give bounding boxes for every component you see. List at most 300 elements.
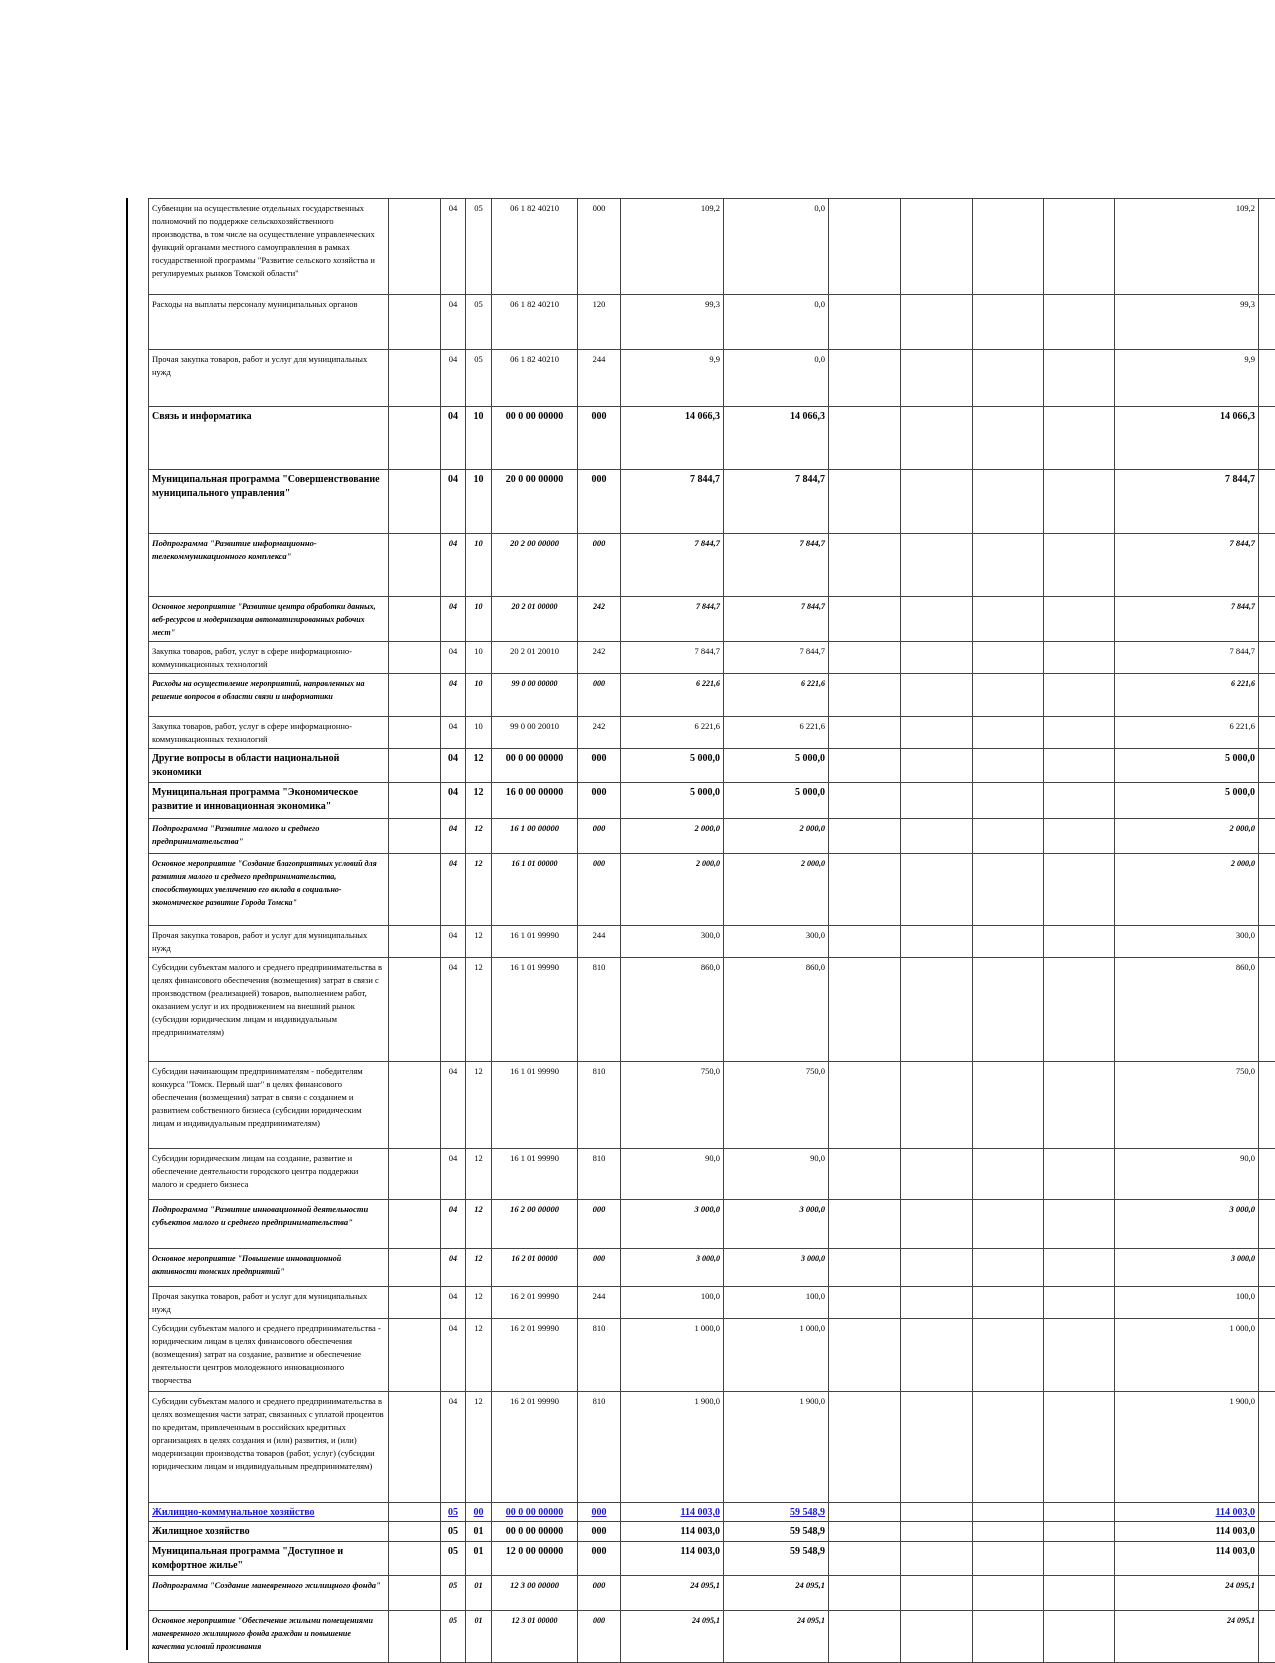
empty-cell bbox=[389, 1542, 441, 1576]
row-name: Другие вопросы в области национальной экономики bbox=[149, 749, 389, 783]
row-pr: 00 bbox=[466, 1503, 492, 1522]
row-name: Закупка товаров, работ, услуг в сфере информационно-коммуникационных технологий bbox=[149, 642, 389, 674]
empty-cell bbox=[1044, 534, 1115, 597]
empty-cell bbox=[829, 1522, 901, 1542]
empty-cell bbox=[829, 1200, 901, 1249]
row-csr: 16 1 01 99990 bbox=[492, 1062, 578, 1149]
row-rz: 04 bbox=[441, 854, 466, 926]
empty-cell bbox=[829, 1611, 901, 1663]
row-value-1: 6 221,6 bbox=[621, 717, 724, 749]
empty-cell bbox=[1259, 1287, 1275, 1319]
row-value-2: 7 844,7 bbox=[724, 642, 829, 674]
row-value-1: 14 066,3 bbox=[621, 407, 724, 470]
row-csr: 16 2 01 99990 bbox=[492, 1287, 578, 1319]
row-csr: 16 2 01 99990 bbox=[492, 1319, 578, 1392]
row-value-1: 5 000,0 bbox=[621, 749, 724, 783]
row-value-3: 90,0 bbox=[1115, 1149, 1259, 1200]
row-value-3: 2 000,0 bbox=[1115, 819, 1259, 854]
empty-cell bbox=[829, 1062, 901, 1149]
row-value-3: 300,0 bbox=[1115, 926, 1259, 958]
empty-cell bbox=[901, 1149, 973, 1200]
empty-cell bbox=[973, 407, 1044, 470]
table-row bbox=[149, 819, 1275, 854]
row-name: Прочая закупка товаров, работ и услуг для муниципальных нужд bbox=[149, 926, 389, 958]
empty-cell bbox=[901, 534, 973, 597]
empty-cell bbox=[389, 1249, 441, 1287]
empty-cell bbox=[1259, 1249, 1275, 1287]
table-row bbox=[149, 783, 1275, 819]
row-value-1: 860,0 bbox=[621, 958, 724, 1062]
empty-cell bbox=[1044, 1542, 1115, 1576]
row-name: Субсидии субъектам малого и среднего предпринимательства - юридическим лицам в целях финансового обеспечения (возмещения) затрат на создание, развитие и обеспечение деятельности центров молодежного инновационного творчества bbox=[149, 1319, 389, 1392]
table-row bbox=[149, 1522, 1275, 1542]
empty-cell bbox=[901, 295, 973, 350]
empty-cell bbox=[829, 1542, 901, 1576]
row-name: Субсидии субъектам малого и среднего предпринимательства в целях финансового обеспечения (возмещения) затрат в связи с производством (реализацией) товаров, выполнением работ, оказанием услуг и их продвижением на внешний рынок (субсидии юридическим лицам и индивидуальным предпринимателям) bbox=[149, 958, 389, 1062]
row-vr: 000 bbox=[578, 534, 621, 597]
row-vr: 810 bbox=[578, 1319, 621, 1392]
empty-cell bbox=[829, 534, 901, 597]
table-row bbox=[149, 1503, 1275, 1522]
empty-cell bbox=[901, 642, 973, 674]
row-vr: 810 bbox=[578, 1149, 621, 1200]
row-vr: 242 bbox=[578, 597, 621, 642]
empty-cell bbox=[1259, 1611, 1275, 1663]
empty-cell bbox=[901, 407, 973, 470]
empty-cell bbox=[829, 350, 901, 407]
empty-cell bbox=[973, 642, 1044, 674]
empty-cell bbox=[973, 1149, 1044, 1200]
empty-cell bbox=[389, 819, 441, 854]
empty-cell bbox=[389, 717, 441, 749]
row-name: Прочая закупка товаров, работ и услуг для муниципальных нужд bbox=[149, 350, 389, 407]
row-value-1: 7 844,7 bbox=[621, 470, 724, 534]
table-row bbox=[149, 717, 1275, 749]
row-value-1: 114 003,0 bbox=[621, 1503, 724, 1522]
row-rz: 04 bbox=[441, 958, 466, 1062]
empty-cell bbox=[973, 1542, 1044, 1576]
row-pr: 01 bbox=[466, 1542, 492, 1576]
row-value-2: 750,0 bbox=[724, 1062, 829, 1149]
row-name: Жилищно-коммунальное хозяйство bbox=[149, 1503, 389, 1522]
empty-cell bbox=[389, 407, 441, 470]
empty-cell bbox=[389, 1319, 441, 1392]
table-row bbox=[149, 674, 1275, 717]
empty-cell bbox=[901, 819, 973, 854]
empty-cell bbox=[901, 717, 973, 749]
row-rz: 04 bbox=[441, 926, 466, 958]
empty-cell bbox=[1044, 350, 1115, 407]
empty-cell bbox=[973, 295, 1044, 350]
row-csr: 00 0 00 00000 bbox=[492, 749, 578, 783]
row-pr: 12 bbox=[466, 819, 492, 854]
row-name: Подпрограмма "Развитие информационно-телекоммуникационного комплекса" bbox=[149, 534, 389, 597]
row-pr: 10 bbox=[466, 717, 492, 749]
empty-cell bbox=[901, 926, 973, 958]
row-pr: 01 bbox=[466, 1611, 492, 1663]
empty-cell bbox=[901, 749, 973, 783]
empty-cell bbox=[1044, 1200, 1115, 1249]
row-pr: 10 bbox=[466, 407, 492, 470]
empty-cell bbox=[1044, 470, 1115, 534]
row-name: Подпрограмма "Развитие инновационной деятельности субъектов малого и среднего предпринимательства" bbox=[149, 1200, 389, 1249]
empty-cell bbox=[973, 534, 1044, 597]
table-row bbox=[149, 1287, 1275, 1319]
empty-cell bbox=[1259, 1392, 1275, 1503]
empty-cell bbox=[1044, 749, 1115, 783]
row-pr: 12 bbox=[466, 783, 492, 819]
empty-cell bbox=[973, 1319, 1044, 1392]
empty-cell bbox=[1259, 1062, 1275, 1149]
empty-cell bbox=[1259, 926, 1275, 958]
table-row bbox=[149, 407, 1275, 470]
row-name: Муниципальная программа "Совершенствование муниципального управления" bbox=[149, 470, 389, 534]
empty-cell bbox=[829, 1392, 901, 1503]
row-pr: 05 bbox=[466, 295, 492, 350]
empty-cell bbox=[973, 926, 1044, 958]
empty-cell bbox=[901, 597, 973, 642]
table-row bbox=[149, 350, 1275, 407]
row-pr: 10 bbox=[466, 470, 492, 534]
row-rz: 04 bbox=[441, 1392, 466, 1503]
empty-cell bbox=[829, 717, 901, 749]
row-value-1: 750,0 bbox=[621, 1062, 724, 1149]
row-name: Расходы на осуществление мероприятий, направленных на решение вопросов в области связи и информатики bbox=[149, 674, 389, 717]
empty-cell bbox=[829, 854, 901, 926]
empty-cell bbox=[829, 1319, 901, 1392]
row-name: Подпрограмма "Развитие малого и среднего предпринимательства" bbox=[149, 819, 389, 854]
row-vr: 810 bbox=[578, 1392, 621, 1503]
empty-cell bbox=[1044, 819, 1115, 854]
table-row bbox=[149, 534, 1275, 597]
row-value-2: 7 844,7 bbox=[724, 597, 829, 642]
empty-cell bbox=[1044, 783, 1115, 819]
row-value-3: 5 000,0 bbox=[1115, 783, 1259, 819]
row-rz: 04 bbox=[441, 350, 466, 407]
empty-cell bbox=[1259, 1149, 1275, 1200]
empty-cell bbox=[389, 1392, 441, 1503]
row-value-1: 300,0 bbox=[621, 926, 724, 958]
empty-cell bbox=[901, 1319, 973, 1392]
row-value-1: 114 003,0 bbox=[621, 1542, 724, 1576]
empty-cell bbox=[1259, 470, 1275, 534]
row-value-2: 24 095,1 bbox=[724, 1611, 829, 1663]
empty-cell bbox=[389, 1522, 441, 1542]
empty-cell bbox=[1044, 926, 1115, 958]
row-value-3: 5 000,0 bbox=[1115, 749, 1259, 783]
empty-cell bbox=[1044, 958, 1115, 1062]
row-value-3: 99,3 bbox=[1115, 295, 1259, 350]
row-name: Субвенции на осуществление отдельных государственных полномочий по поддержке сельскохозяйственного производства, в том числе на осуществление управленческих функций органами местного самоуправления в рамках государственной программы "Развитие сельского хозяйства и регулируемых рынков Томской области" bbox=[149, 199, 389, 295]
row-vr: 000 bbox=[578, 749, 621, 783]
row-name: Основное мероприятие "Развитие центра обработки данных, веб-ресурсов и модернизация автоматизированных рабочих мест" bbox=[149, 597, 389, 642]
row-value-3: 7 844,7 bbox=[1115, 597, 1259, 642]
row-name: Основное мероприятие "Повышение инновационной активности томских предприятий" bbox=[149, 1249, 389, 1287]
row-value-3: 100,0 bbox=[1115, 1287, 1259, 1319]
empty-cell bbox=[389, 1576, 441, 1611]
row-value-3: 7 844,7 bbox=[1115, 534, 1259, 597]
row-rz: 04 bbox=[441, 819, 466, 854]
row-vr: 242 bbox=[578, 642, 621, 674]
row-vr: 120 bbox=[578, 295, 621, 350]
row-value-1: 24 095,1 bbox=[621, 1611, 724, 1663]
table-row bbox=[149, 1249, 1275, 1287]
row-value-2: 0,0 bbox=[724, 199, 829, 295]
row-value-2: 300,0 bbox=[724, 926, 829, 958]
empty-cell bbox=[829, 1287, 901, 1319]
row-value-3: 24 095,1 bbox=[1115, 1576, 1259, 1611]
empty-cell bbox=[829, 926, 901, 958]
row-value-1: 114 003,0 bbox=[621, 1522, 724, 1542]
empty-cell bbox=[389, 783, 441, 819]
empty-cell bbox=[901, 783, 973, 819]
row-csr: 06 1 82 40210 bbox=[492, 350, 578, 407]
empty-cell bbox=[389, 534, 441, 597]
empty-cell bbox=[973, 1062, 1044, 1149]
row-vr: 000 bbox=[578, 1576, 621, 1611]
empty-cell bbox=[1044, 1319, 1115, 1392]
empty-cell bbox=[901, 854, 973, 926]
empty-cell bbox=[1259, 295, 1275, 350]
empty-cell bbox=[1044, 1287, 1115, 1319]
empty-cell bbox=[901, 958, 973, 1062]
empty-cell bbox=[1259, 350, 1275, 407]
empty-cell bbox=[973, 1200, 1044, 1249]
row-rz: 04 bbox=[441, 1287, 466, 1319]
row-value-3: 1 000,0 bbox=[1115, 1319, 1259, 1392]
row-value-2: 5 000,0 bbox=[724, 749, 829, 783]
empty-cell bbox=[901, 199, 973, 295]
empty-cell bbox=[1259, 597, 1275, 642]
row-vr: 000 bbox=[578, 674, 621, 717]
row-csr: 16 1 01 99990 bbox=[492, 958, 578, 1062]
row-csr: 20 0 00 00000 bbox=[492, 470, 578, 534]
empty-cell bbox=[1044, 1149, 1115, 1200]
row-vr: 000 bbox=[578, 1611, 621, 1663]
empty-cell bbox=[973, 1249, 1044, 1287]
row-value-3: 3 000,0 bbox=[1115, 1200, 1259, 1249]
row-value-2: 3 000,0 bbox=[724, 1200, 829, 1249]
budget-table bbox=[148, 198, 1275, 1663]
row-pr: 12 bbox=[466, 1319, 492, 1392]
row-value-2: 0,0 bbox=[724, 295, 829, 350]
row-name: Расходы на выплаты персоналу муниципальных органов bbox=[149, 295, 389, 350]
row-rz: 04 bbox=[441, 534, 466, 597]
row-csr: 12 0 00 00000 bbox=[492, 1542, 578, 1576]
table-row bbox=[149, 470, 1275, 534]
empty-cell bbox=[901, 674, 973, 717]
row-value-1: 24 095,1 bbox=[621, 1576, 724, 1611]
table-row bbox=[149, 1392, 1275, 1503]
empty-cell bbox=[1044, 674, 1115, 717]
row-value-1: 9,9 bbox=[621, 350, 724, 407]
empty-cell bbox=[973, 819, 1044, 854]
row-pr: 01 bbox=[466, 1522, 492, 1542]
row-rz: 05 bbox=[441, 1576, 466, 1611]
row-value-1: 7 844,7 bbox=[621, 597, 724, 642]
row-csr: 00 0 00 00000 bbox=[492, 1503, 578, 1522]
row-rz: 04 bbox=[441, 199, 466, 295]
row-value-1: 6 221,6 bbox=[621, 674, 724, 717]
empty-cell bbox=[973, 1392, 1044, 1503]
empty-cell bbox=[973, 1522, 1044, 1542]
empty-cell bbox=[973, 854, 1044, 926]
empty-cell bbox=[389, 1503, 441, 1522]
empty-cell bbox=[1044, 295, 1115, 350]
row-vr: 000 bbox=[578, 1249, 621, 1287]
empty-cell bbox=[1259, 199, 1275, 295]
empty-cell bbox=[901, 1542, 973, 1576]
row-rz: 04 bbox=[441, 470, 466, 534]
row-name: Муниципальная программа "Экономическое развитие и инновационная экономика" bbox=[149, 783, 389, 819]
table-row bbox=[149, 1200, 1275, 1249]
row-csr: 20 2 01 20010 bbox=[492, 642, 578, 674]
row-value-1: 1 000,0 bbox=[621, 1319, 724, 1392]
row-pr: 12 bbox=[466, 1287, 492, 1319]
empty-cell bbox=[973, 717, 1044, 749]
row-pr: 12 bbox=[466, 958, 492, 1062]
empty-cell bbox=[1259, 958, 1275, 1062]
empty-cell bbox=[1044, 642, 1115, 674]
empty-cell bbox=[1259, 749, 1275, 783]
empty-cell bbox=[901, 1576, 973, 1611]
row-rz: 05 bbox=[441, 1522, 466, 1542]
empty-cell bbox=[829, 783, 901, 819]
row-csr: 16 1 00 00000 bbox=[492, 819, 578, 854]
empty-cell bbox=[829, 819, 901, 854]
empty-cell bbox=[973, 199, 1044, 295]
row-vr: 242 bbox=[578, 717, 621, 749]
empty-cell bbox=[829, 674, 901, 717]
empty-cell bbox=[1044, 1576, 1115, 1611]
empty-cell bbox=[901, 1249, 973, 1287]
row-value-2: 7 844,7 bbox=[724, 534, 829, 597]
row-rz: 04 bbox=[441, 1062, 466, 1149]
empty-cell bbox=[1259, 1503, 1275, 1522]
empty-cell bbox=[389, 470, 441, 534]
empty-cell bbox=[1259, 1522, 1275, 1542]
row-rz: 04 bbox=[441, 717, 466, 749]
row-name: Подпрограмма "Создание маневренного жилищного фонда" bbox=[149, 1576, 389, 1611]
row-csr: 16 1 01 99990 bbox=[492, 926, 578, 958]
row-value-2: 1 000,0 bbox=[724, 1319, 829, 1392]
row-pr: 05 bbox=[466, 199, 492, 295]
row-name: Основное мероприятие "Создание благоприятных условий для развития малого и среднего предпринимательства, способствующих увеличению его вклада в социально-экономическое развитие Города Томска" bbox=[149, 854, 389, 926]
empty-cell bbox=[901, 350, 973, 407]
row-pr: 12 bbox=[466, 926, 492, 958]
row-value-3: 6 221,6 bbox=[1115, 674, 1259, 717]
empty-cell bbox=[389, 597, 441, 642]
empty-cell bbox=[973, 470, 1044, 534]
empty-cell bbox=[829, 642, 901, 674]
row-rz: 04 bbox=[441, 1200, 466, 1249]
empty-cell bbox=[901, 1503, 973, 1522]
row-value-2: 6 221,6 bbox=[724, 717, 829, 749]
row-vr: 244 bbox=[578, 1287, 621, 1319]
empty-cell bbox=[1044, 1249, 1115, 1287]
empty-cell bbox=[829, 407, 901, 470]
row-vr: 000 bbox=[578, 819, 621, 854]
row-vr: 244 bbox=[578, 350, 621, 407]
row-value-3: 1 900,0 bbox=[1115, 1392, 1259, 1503]
row-csr: 16 2 01 99990 bbox=[492, 1392, 578, 1503]
row-value-3: 3 000,0 bbox=[1115, 1249, 1259, 1287]
row-value-3: 109,2 bbox=[1115, 199, 1259, 295]
row-value-3: 7 844,7 bbox=[1115, 642, 1259, 674]
row-name: Прочая закупка товаров, работ и услуг для муниципальных нужд bbox=[149, 1287, 389, 1319]
empty-cell bbox=[973, 1576, 1044, 1611]
row-csr: 06 1 82 40210 bbox=[492, 199, 578, 295]
empty-cell bbox=[901, 1200, 973, 1249]
row-value-1: 90,0 bbox=[621, 1149, 724, 1200]
empty-cell bbox=[973, 597, 1044, 642]
row-pr: 10 bbox=[466, 642, 492, 674]
row-value-1: 7 844,7 bbox=[621, 642, 724, 674]
row-value-2: 59 548,9 bbox=[724, 1542, 829, 1576]
row-pr: 01 bbox=[466, 1576, 492, 1611]
row-csr: 16 1 01 99990 bbox=[492, 1149, 578, 1200]
row-value-1: 2 000,0 bbox=[621, 819, 724, 854]
empty-cell bbox=[389, 295, 441, 350]
row-name: Муниципальная программа "Доступное и комфортное жилье" bbox=[149, 1542, 389, 1576]
row-name: Субсидии юридическим лицам на создание, развитие и обеспечение деятельности городского центра поддержки малого и среднего бизнеса bbox=[149, 1149, 389, 1200]
left-margin-rule bbox=[126, 198, 128, 1650]
empty-cell bbox=[1044, 717, 1115, 749]
row-vr: 000 bbox=[578, 854, 621, 926]
row-value-2: 59 548,9 bbox=[724, 1503, 829, 1522]
empty-cell bbox=[829, 1249, 901, 1287]
row-csr: 16 0 00 00000 bbox=[492, 783, 578, 819]
row-pr: 10 bbox=[466, 534, 492, 597]
table-row bbox=[149, 1542, 1275, 1576]
row-value-3: 114 003,0 bbox=[1115, 1522, 1259, 1542]
row-value-3: 114 003,0 bbox=[1115, 1503, 1259, 1522]
row-rz: 04 bbox=[441, 674, 466, 717]
empty-cell bbox=[1259, 1319, 1275, 1392]
row-vr: 000 bbox=[578, 1542, 621, 1576]
empty-cell bbox=[389, 199, 441, 295]
row-vr: 810 bbox=[578, 1062, 621, 1149]
row-csr: 99 0 00 00000 bbox=[492, 674, 578, 717]
empty-cell bbox=[389, 958, 441, 1062]
row-value-1: 109,2 bbox=[621, 199, 724, 295]
row-rz: 05 bbox=[441, 1611, 466, 1663]
row-rz: 04 bbox=[441, 407, 466, 470]
empty-cell bbox=[1044, 854, 1115, 926]
row-pr: 12 bbox=[466, 1392, 492, 1503]
row-pr: 10 bbox=[466, 597, 492, 642]
empty-cell bbox=[829, 295, 901, 350]
table-row bbox=[149, 1149, 1275, 1200]
empty-cell bbox=[389, 350, 441, 407]
row-value-3: 750,0 bbox=[1115, 1062, 1259, 1149]
row-value-1: 100,0 bbox=[621, 1287, 724, 1319]
row-value-1: 2 000,0 bbox=[621, 854, 724, 926]
empty-cell bbox=[973, 674, 1044, 717]
empty-cell bbox=[389, 749, 441, 783]
empty-cell bbox=[829, 749, 901, 783]
row-csr: 16 1 01 00000 bbox=[492, 854, 578, 926]
row-pr: 12 bbox=[466, 749, 492, 783]
empty-cell bbox=[901, 470, 973, 534]
row-value-2: 90,0 bbox=[724, 1149, 829, 1200]
empty-cell bbox=[1259, 642, 1275, 674]
row-vr: 000 bbox=[578, 407, 621, 470]
row-vr: 000 bbox=[578, 783, 621, 819]
row-vr: 000 bbox=[578, 1522, 621, 1542]
empty-cell bbox=[389, 1287, 441, 1319]
empty-cell bbox=[1259, 534, 1275, 597]
